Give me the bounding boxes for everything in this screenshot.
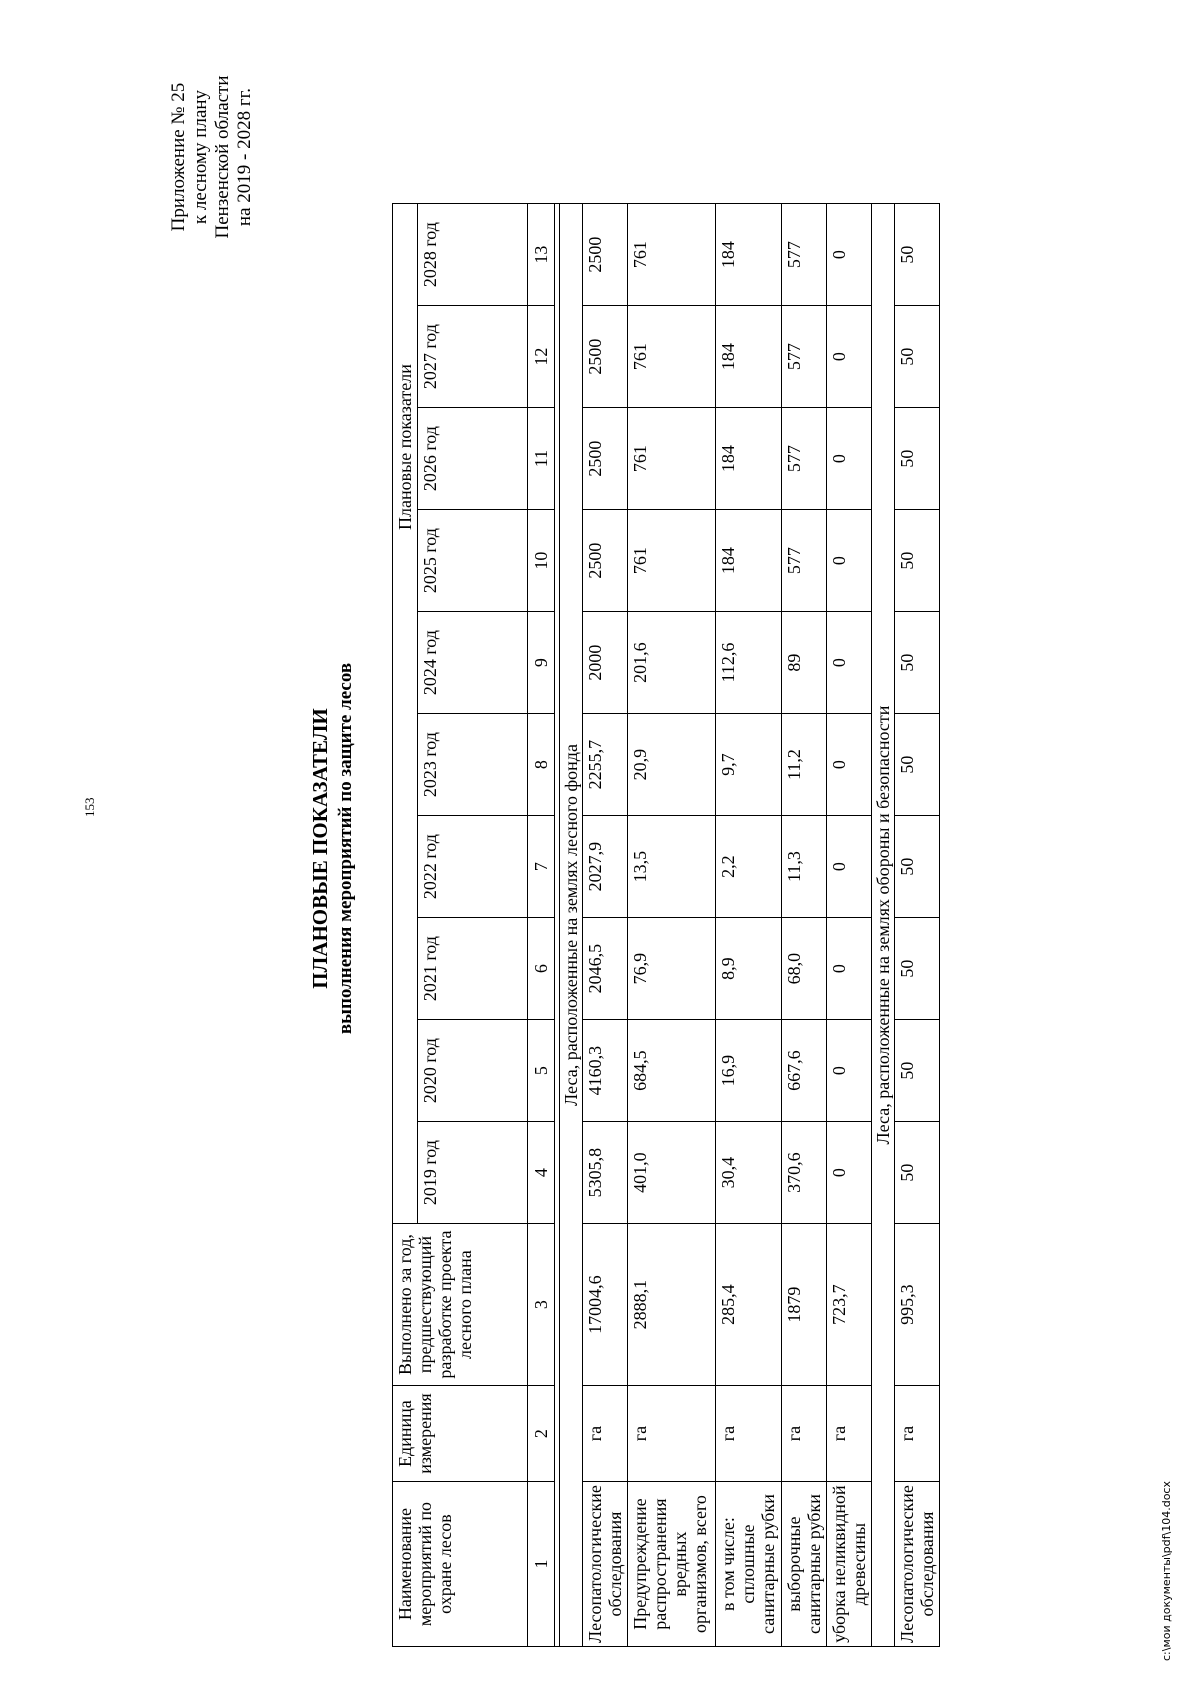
cell-unit: га <box>895 1386 940 1482</box>
cell-value: 0 <box>827 612 872 714</box>
cell-value: 68,0 <box>782 918 827 1020</box>
cell-value: 50 <box>895 1122 940 1224</box>
header-year: 2027 год <box>418 306 528 408</box>
page-subtitle: выполнения мероприятий по защите лесов <box>335 662 356 1035</box>
cell-name: в том числе: сплошные санитарные рубки <box>716 1482 782 1647</box>
cell-done: 995,3 <box>895 1224 940 1386</box>
cell-value: 30,4 <box>716 1122 782 1224</box>
column-number: 5 <box>528 1020 555 1122</box>
cell-value: 184 <box>716 306 782 408</box>
header-year: 2024 год <box>418 612 528 714</box>
cell-value: 2027,9 <box>583 816 628 918</box>
cell-unit: га <box>628 1386 716 1482</box>
header-plan: Плановые показатели <box>393 204 418 1224</box>
table-row <box>782 204 827 1647</box>
cell-name: Лесопатологические обследования <box>583 1482 628 1647</box>
appendix-line: Приложение № 25 <box>168 82 189 232</box>
cell-value: 89 <box>782 612 827 714</box>
cell-value: 0 <box>827 816 872 918</box>
cell-value: 2046,5 <box>583 918 628 1020</box>
column-number: 10 <box>528 510 555 612</box>
section-row <box>560 204 583 1647</box>
cell-value: 50 <box>895 408 940 510</box>
header-year: 2028 год <box>418 204 528 306</box>
cell-value: 577 <box>782 204 827 306</box>
cell-value: 4160,3 <box>583 1020 628 1122</box>
cell-value: 577 <box>782 510 827 612</box>
cell-value: 50 <box>895 918 940 1020</box>
cell-value: 11,3 <box>782 816 827 918</box>
cell-value: 2500 <box>583 204 628 306</box>
cell-value: 761 <box>628 204 716 306</box>
cell-value: 2500 <box>583 408 628 510</box>
cell-value: 0 <box>827 918 872 1020</box>
cell-value: 9,7 <box>716 714 782 816</box>
cell-value: 684,5 <box>628 1020 716 1122</box>
cell-value: 50 <box>895 306 940 408</box>
footer-file-path: c:\мои документы\pdf\104.docx <box>1160 1481 1173 1661</box>
cell-value: 577 <box>782 408 827 510</box>
cell-value: 5305,8 <box>583 1122 628 1224</box>
cell-unit: га <box>716 1386 782 1482</box>
cell-value: 13,5 <box>628 816 716 918</box>
column-number: 1 <box>528 1482 555 1647</box>
table-row <box>716 204 782 1647</box>
cell-value: 184 <box>716 408 782 510</box>
column-number: 12 <box>528 306 555 408</box>
cell-unit: га <box>583 1386 628 1482</box>
cell-done: 285,4 <box>716 1224 782 1386</box>
column-number: 3 <box>528 1224 555 1386</box>
table-row <box>628 204 716 1647</box>
table-row <box>827 204 872 1647</box>
cell-value: 0 <box>827 204 872 306</box>
cell-value: 50 <box>895 1020 940 1122</box>
cell-value: 0 <box>827 1122 872 1224</box>
cell-unit: га <box>827 1386 872 1482</box>
section-title: Леса, расположенные на землях лесного фонда <box>560 204 583 1647</box>
column-number-row <box>528 204 555 1647</box>
cell-value: 2500 <box>583 510 628 612</box>
cell-value: 0 <box>827 1020 872 1122</box>
cell-value: 201,6 <box>628 612 716 714</box>
cell-value: 0 <box>827 306 872 408</box>
cell-value: 2,2 <box>716 816 782 918</box>
header-year: 2025 год <box>418 510 528 612</box>
cell-value: 50 <box>895 204 940 306</box>
column-number: 8 <box>528 714 555 816</box>
cell-unit: га <box>782 1386 827 1482</box>
table-row <box>895 204 940 1647</box>
cell-done: 723,7 <box>827 1224 872 1386</box>
column-number: 4 <box>528 1122 555 1224</box>
column-number: 6 <box>528 918 555 1020</box>
appendix-line: на 2019 - 2028 гг. <box>234 87 255 227</box>
column-number: 11 <box>528 408 555 510</box>
cell-value: 0 <box>827 408 872 510</box>
cell-value: 8,9 <box>716 918 782 1020</box>
cell-name: выборочные санитарные рубки <box>782 1482 827 1647</box>
cell-value: 50 <box>895 510 940 612</box>
cell-value: 11,2 <box>782 714 827 816</box>
cell-value: 401,0 <box>628 1122 716 1224</box>
cell-value: 370,6 <box>782 1122 827 1224</box>
table-row <box>583 204 628 1647</box>
cell-value: 761 <box>628 306 716 408</box>
appendix-line: Пензенской области <box>212 75 233 239</box>
header-year: 2019 год <box>418 1122 528 1224</box>
cell-done: 1879 <box>782 1224 827 1386</box>
cell-value: 0 <box>827 510 872 612</box>
cell-value: 2500 <box>583 306 628 408</box>
header-year: 2022 год <box>418 816 528 918</box>
header-done: Выполнено за год, предшествующий разработке проекта лесного плана <box>393 1224 528 1386</box>
header-unit: Единица измерения <box>393 1386 528 1482</box>
cell-value: 50 <box>895 612 940 714</box>
cell-name: Предупреждение распространения вредных организмов, всего <box>628 1482 716 1647</box>
cell-value: 184 <box>716 204 782 306</box>
cell-value: 50 <box>895 816 940 918</box>
indicators-table <box>392 203 940 1647</box>
header-year: 2020 год <box>418 1020 528 1122</box>
column-number: 2 <box>528 1386 555 1482</box>
indicators-table-wrap <box>392 203 940 1647</box>
cell-done: 17004,6 <box>583 1224 628 1386</box>
section-title: Леса, расположенные на землях обороны и безопасности <box>872 204 895 1647</box>
cell-value: 0 <box>827 714 872 816</box>
column-number: 9 <box>528 612 555 714</box>
cell-value: 20,9 <box>628 714 716 816</box>
cell-value: 577 <box>782 306 827 408</box>
cell-value: 761 <box>628 408 716 510</box>
header-year: 2021 год <box>418 918 528 1020</box>
header-year: 2023 год <box>418 714 528 816</box>
cell-value: 2000 <box>583 612 628 714</box>
cell-value: 16,9 <box>716 1020 782 1122</box>
column-number: 7 <box>528 816 555 918</box>
appendix-line: к лесному плану <box>190 89 211 225</box>
section-row <box>872 204 895 1647</box>
cell-value: 2255,7 <box>583 714 628 816</box>
page-title: ПЛАНОВЫЕ ПОКАЗАТЕЛИ <box>308 708 332 989</box>
cell-value: 50 <box>895 714 940 816</box>
page-number: 153 <box>82 797 97 817</box>
cell-value: 184 <box>716 510 782 612</box>
header-year: 2026 год <box>418 408 528 510</box>
appendix-note <box>168 37 256 277</box>
cell-name: уборка неликвидной древесины <box>827 1482 872 1647</box>
cell-value: 112,6 <box>716 612 782 714</box>
cell-value: 76,9 <box>628 918 716 1020</box>
cell-done: 2888,1 <box>628 1224 716 1386</box>
cell-value: 761 <box>628 510 716 612</box>
cell-name: Лесопатологические обследования <box>895 1482 940 1647</box>
header-name: Наименование мероприятий по охране лесов <box>393 1482 528 1647</box>
cell-value: 667,6 <box>782 1020 827 1122</box>
column-number: 13 <box>528 204 555 306</box>
